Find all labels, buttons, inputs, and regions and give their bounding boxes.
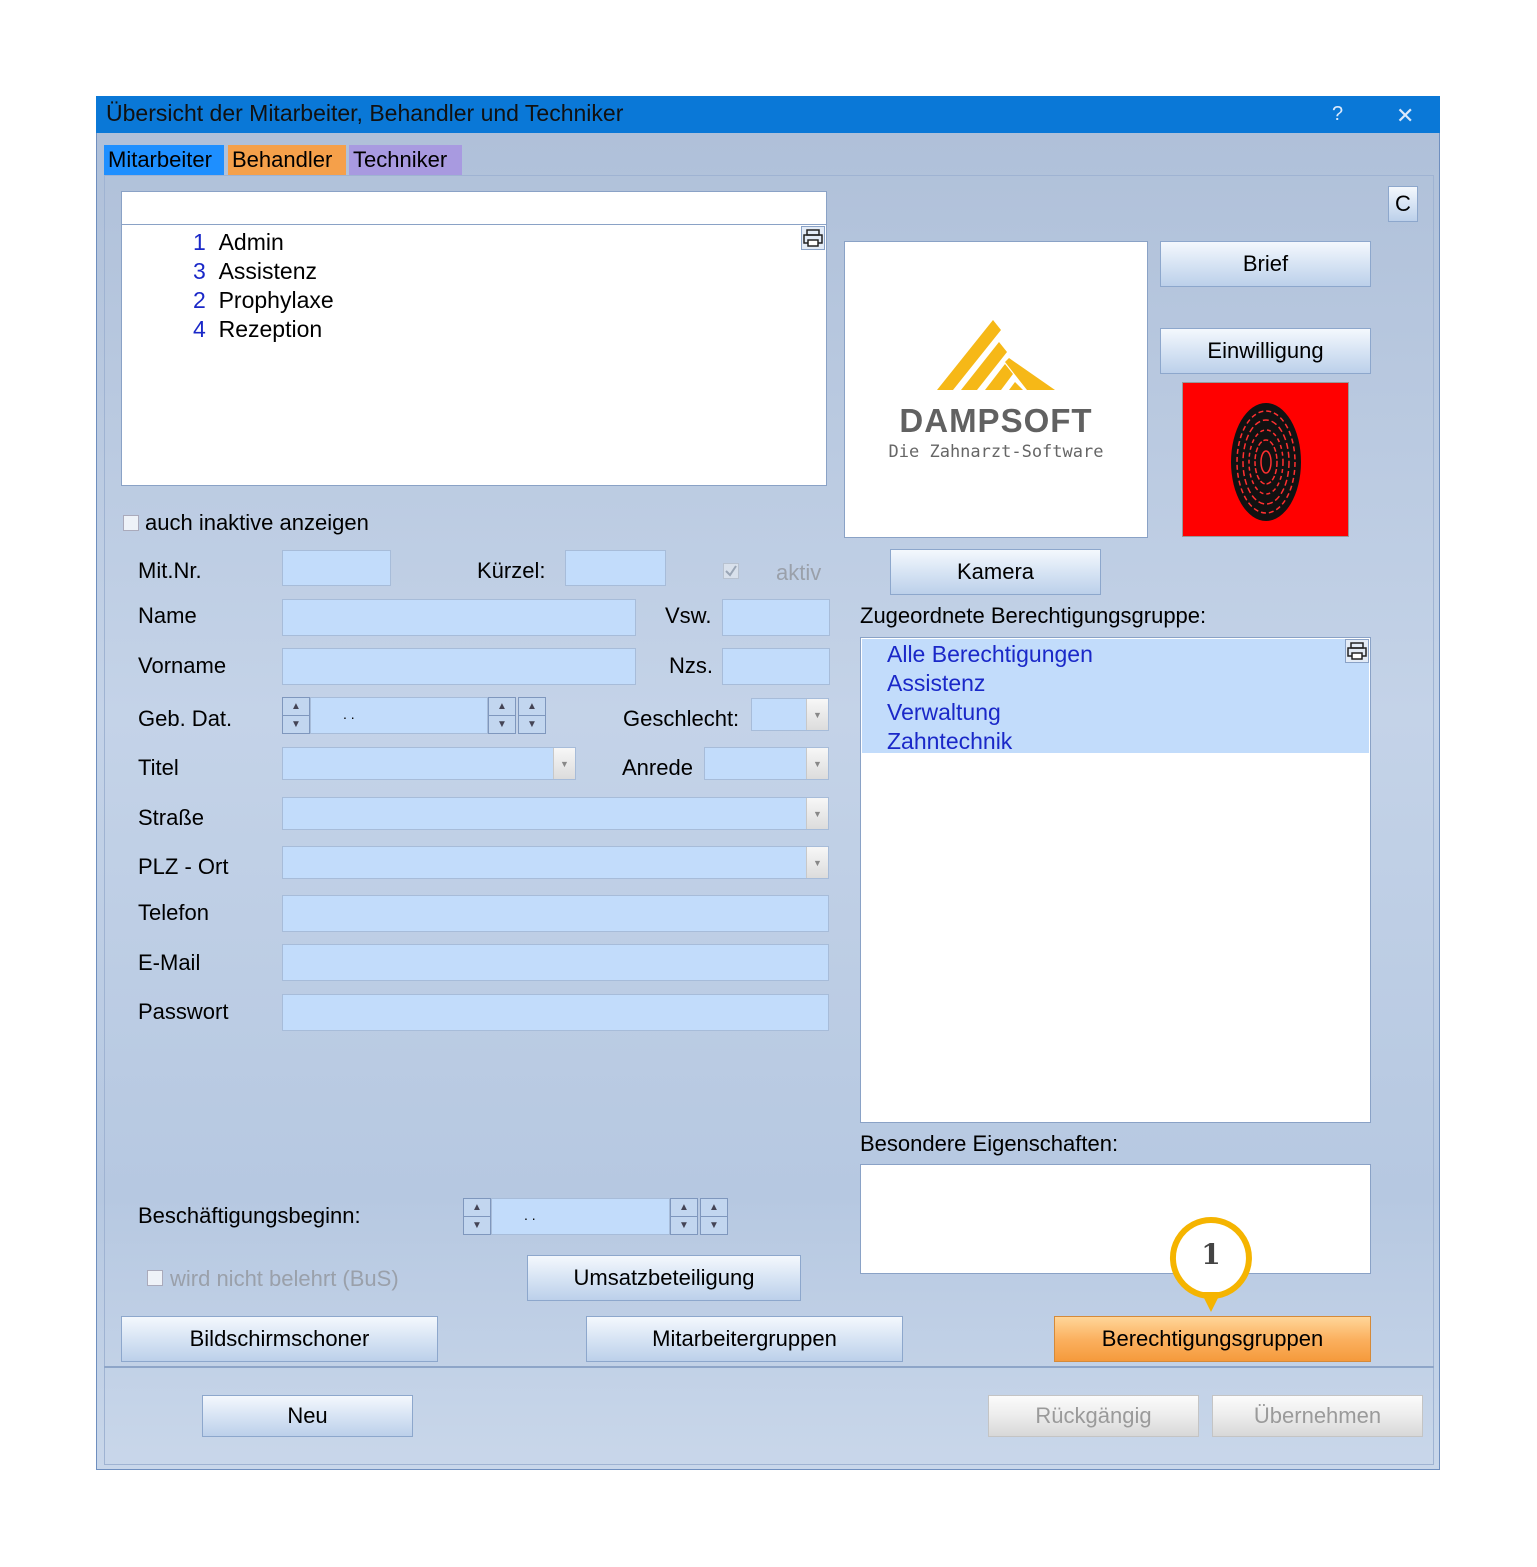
kamera-button[interactable]: Kamera bbox=[890, 549, 1101, 595]
employee-name: Admin bbox=[218, 229, 284, 255]
down-arrow-icon[interactable]: ▼ bbox=[701, 1216, 727, 1234]
chevron-down-icon[interactable]: ▼ bbox=[806, 847, 828, 878]
gebdat-placeholder: . . bbox=[343, 706, 355, 722]
employee-photo bbox=[844, 241, 1148, 538]
dampsoft-logo-icon bbox=[937, 320, 1057, 392]
gebdat-label: Geb. Dat. bbox=[138, 706, 233, 731]
brief-button[interactable]: Brief bbox=[1160, 241, 1371, 287]
c-button[interactable]: C bbox=[1388, 186, 1418, 222]
down-arrow-icon[interactable]: ▼ bbox=[464, 1216, 490, 1234]
list-item[interactable]: Verwaltung bbox=[887, 699, 1001, 725]
vsw-label: Vsw. bbox=[665, 603, 712, 628]
tab-techniker[interactable]: Techniker bbox=[349, 145, 462, 175]
employee-number: 1 bbox=[193, 229, 206, 255]
geschlecht-select[interactable] bbox=[751, 698, 829, 731]
logo-tagline: Die Zahnarzt-Software bbox=[888, 442, 1104, 462]
vorname-label: Vorname bbox=[138, 653, 227, 678]
belehrt-checkbox bbox=[147, 1270, 163, 1286]
name-field[interactable] bbox=[282, 599, 636, 636]
print-icon[interactable] bbox=[801, 226, 825, 250]
kuerzel-label: Kürzel: bbox=[477, 558, 546, 583]
geschlecht-label: Geschlecht: bbox=[623, 706, 740, 731]
bildschirmschoner-button[interactable]: Bildschirmschoner bbox=[121, 1316, 438, 1362]
umsatzbeteiligung-button[interactable]: Umsatzbeteiligung bbox=[527, 1255, 801, 1301]
window-title: Übersicht der Mitarbeiter, Behandler und Techniker bbox=[106, 100, 624, 126]
fingerprint-icon bbox=[1229, 401, 1303, 523]
chevron-down-icon[interactable]: ▼ bbox=[806, 748, 828, 779]
employee-number: 4 bbox=[193, 316, 206, 342]
employee-rows bbox=[193, 228, 334, 344]
chevron-down-icon[interactable]: ▼ bbox=[553, 748, 575, 779]
gebdat-spinner-left[interactable] bbox=[282, 697, 310, 734]
uebernehmen-button: Übernehmen bbox=[1212, 1395, 1423, 1437]
anrede-select[interactable] bbox=[704, 747, 829, 780]
help-icon[interactable]: ? bbox=[1332, 103, 1344, 125]
gebdat-spinner-right-2[interactable] bbox=[518, 697, 546, 734]
titel-label: Titel bbox=[138, 755, 179, 780]
beschaeftigung-placeholder: . . bbox=[524, 1207, 536, 1223]
callout-number: 1 bbox=[1201, 1238, 1221, 1271]
footer-divider bbox=[104, 1366, 1434, 1368]
up-arrow-icon[interactable]: ▲ bbox=[472, 1202, 482, 1213]
search-input[interactable] bbox=[121, 191, 827, 225]
employee-number: 3 bbox=[193, 258, 206, 284]
passwort-field[interactable] bbox=[282, 994, 829, 1031]
belehrt-label: wird nicht belehrt (BuS) bbox=[170, 1266, 399, 1291]
list-item[interactable] bbox=[193, 315, 334, 344]
email-label: E-Mail bbox=[138, 950, 201, 975]
mitarbeitergruppen-button[interactable]: Mitarbeitergruppen bbox=[586, 1316, 903, 1362]
list-item[interactable]: Assistenz bbox=[887, 670, 986, 696]
besondere-label: Besondere Eigenschaften: bbox=[860, 1131, 1119, 1156]
list-item[interactable] bbox=[193, 257, 334, 286]
berechtigungsgruppen-button[interactable]: Berechtigungsgruppen bbox=[1054, 1316, 1371, 1362]
kuerzel-field[interactable] bbox=[565, 550, 666, 586]
tab-mitarbeiter[interactable]: Mitarbeiter bbox=[104, 145, 224, 175]
employee-number: 2 bbox=[193, 287, 206, 313]
vsw-field[interactable] bbox=[722, 599, 830, 636]
list-item[interactable]: Alle Berechtigungen bbox=[887, 641, 1093, 667]
passwort-label: Passwort bbox=[138, 999, 229, 1024]
strasse-select[interactable] bbox=[282, 797, 829, 830]
chevron-down-icon[interactable]: ▼ bbox=[806, 699, 828, 730]
besondere-field[interactable] bbox=[860, 1164, 1371, 1274]
plz-label: PLZ - Ort bbox=[138, 854, 229, 879]
nzs-label: Nzs. bbox=[669, 653, 713, 678]
beschaeftigung-label: Beschäftigungsbeginn: bbox=[138, 1203, 361, 1228]
anrede-label: Anrede bbox=[622, 755, 693, 780]
telefon-label: Telefon bbox=[138, 900, 209, 925]
up-arrow-icon[interactable]: ▲ bbox=[709, 1202, 719, 1213]
up-arrow-icon[interactable]: ▲ bbox=[291, 701, 301, 712]
tab-behandler[interactable]: Behandler bbox=[228, 145, 346, 175]
beschaeftigung-spinner-left[interactable] bbox=[463, 1198, 491, 1235]
titel-select[interactable] bbox=[282, 747, 576, 780]
list-item[interactable] bbox=[193, 228, 334, 257]
down-arrow-icon[interactable]: ▼ bbox=[283, 715, 309, 733]
down-arrow-icon[interactable]: ▼ bbox=[671, 1216, 697, 1234]
gebdat-field[interactable] bbox=[310, 697, 488, 734]
einwilligung-button[interactable]: Einwilligung bbox=[1160, 328, 1371, 374]
chevron-down-icon[interactable]: ▼ bbox=[806, 798, 828, 829]
aktiv-checkbox bbox=[723, 563, 739, 579]
list-item[interactable]: Zahntechnik bbox=[887, 728, 1013, 754]
aktiv-label: aktiv bbox=[776, 560, 822, 585]
close-icon[interactable]: ✕ bbox=[1396, 103, 1415, 128]
up-arrow-icon[interactable]: ▲ bbox=[497, 701, 507, 712]
mitnr-field[interactable] bbox=[282, 550, 391, 586]
check-icon bbox=[724, 564, 738, 578]
down-arrow-icon[interactable]: ▼ bbox=[519, 715, 545, 733]
strasse-label: Straße bbox=[138, 805, 205, 830]
mitnr-label: Mit.Nr. bbox=[138, 558, 202, 583]
beschaeftigung-spinner-right-1[interactable] bbox=[670, 1198, 698, 1235]
employee-name: Rezeption bbox=[218, 316, 323, 342]
nzs-field[interactable] bbox=[722, 648, 830, 685]
fingerprint-image[interactable] bbox=[1182, 382, 1349, 537]
employee-name: Assistenz bbox=[218, 258, 318, 284]
plz-ort-select[interactable] bbox=[282, 846, 829, 879]
telefon-field[interactable] bbox=[282, 895, 829, 932]
print-icon[interactable] bbox=[1345, 639, 1369, 663]
inaktive-checkbox[interactable] bbox=[123, 515, 139, 531]
name-label: Name bbox=[138, 603, 197, 628]
gebdat-spinner-right-1[interactable] bbox=[488, 697, 516, 734]
rueckgaengig-button: Rückgängig bbox=[988, 1395, 1199, 1437]
email-field[interactable] bbox=[282, 944, 829, 981]
logo-brand: DAMPSOFT bbox=[899, 402, 1093, 439]
up-arrow-icon[interactable]: ▲ bbox=[527, 701, 537, 712]
beschaeftigung-spinner-right-2[interactable] bbox=[700, 1198, 728, 1235]
inaktive-label: auch inaktive anzeigen bbox=[145, 510, 369, 535]
neu-button[interactable]: Neu bbox=[202, 1395, 413, 1437]
beschaeftigung-field[interactable] bbox=[491, 1198, 670, 1235]
employee-name: Prophylaxe bbox=[218, 287, 334, 313]
zugeordnete-label: Zugeordnete Berechtigungsgruppe: bbox=[860, 603, 1207, 628]
vorname-field[interactable] bbox=[282, 648, 636, 685]
down-arrow-icon[interactable]: ▼ bbox=[489, 715, 515, 733]
list-item[interactable] bbox=[193, 286, 334, 315]
permission-rows bbox=[887, 640, 1093, 756]
up-arrow-icon[interactable]: ▲ bbox=[679, 1202, 689, 1213]
